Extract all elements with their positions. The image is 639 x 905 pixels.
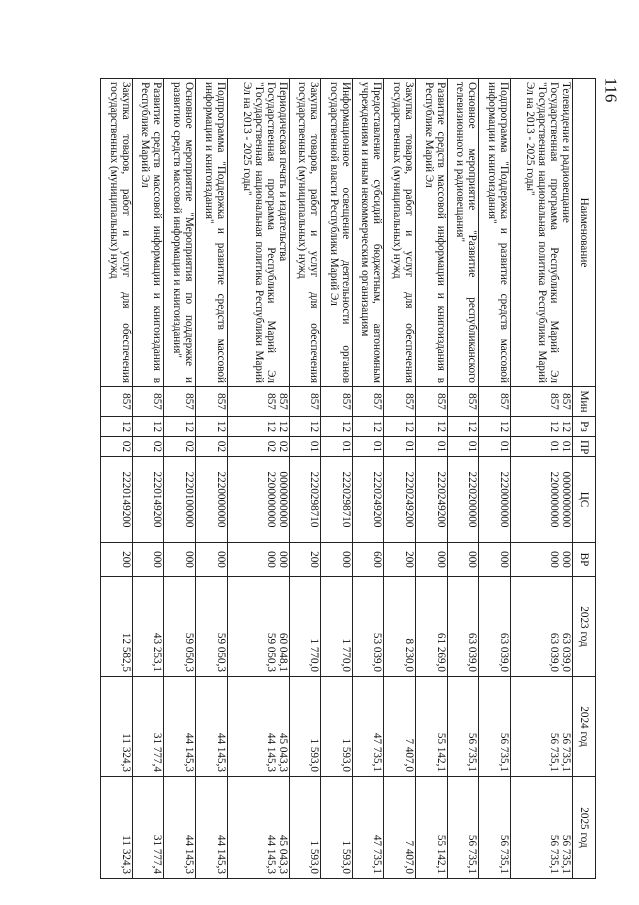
cell-pr-line: 01 — [339, 440, 352, 453]
cell-2023 — [132, 577, 164, 677]
table-row — [447, 79, 479, 879]
cell-rz-line: 12 — [434, 420, 447, 433]
cell-vr-line: 000 — [548, 551, 560, 568]
cell-2025-line: 1 593,0 — [308, 840, 321, 874]
cell-2024 — [447, 677, 479, 777]
cell-min-line: 857 — [264, 393, 277, 410]
cell-cs-line: 2220149200 — [151, 471, 164, 528]
cell-2025-line: 45 043,3 — [276, 834, 289, 874]
cell-2025-line: 56 735,1 — [466, 834, 479, 874]
cell-cs-line: 2200000000 — [264, 471, 277, 528]
cell-cs-line: 2220200000 — [466, 471, 479, 528]
cell-rz — [479, 417, 511, 437]
cell-cs-line: 2220298710 — [339, 471, 352, 528]
cell-pr — [321, 437, 353, 457]
cell-2025 — [447, 777, 479, 879]
cell-cs — [196, 457, 228, 543]
cell-2024-line: 11 324,3 — [119, 733, 132, 772]
cell-vr — [511, 543, 573, 577]
cell-cs — [384, 457, 416, 543]
cell-rz — [416, 417, 448, 437]
cell-pr — [479, 437, 511, 457]
cell-rz-line: 12 — [466, 420, 479, 433]
cell-rz — [227, 417, 289, 437]
table-row — [196, 79, 228, 879]
cell-min-line: 857 — [498, 393, 510, 410]
cell-2023 — [164, 577, 196, 677]
cell-2024-line: 44 145,3 — [214, 732, 227, 772]
cell-min — [101, 387, 133, 417]
cell-2025-line: 31 777,4 — [151, 834, 164, 874]
cell-min — [416, 387, 448, 417]
cell-min-line: 857 — [183, 393, 195, 410]
cell-name-line: Предоставление субсидий бюджетным, автономным учреждениям и иным некоммерческим организациям — [359, 82, 384, 383]
header-cs: ЦС — [573, 457, 596, 543]
cell-2023-line: 63 039,0 — [466, 632, 479, 672]
cell-min-line: 857 — [371, 393, 384, 410]
cell-rz-line: 12 — [560, 420, 572, 433]
cell-rz-line: 12 — [403, 420, 416, 433]
cell-2024-line: 44 145,3 — [264, 732, 277, 772]
cell-2023-line: 59 050,3 — [264, 632, 277, 672]
table-row — [289, 79, 321, 879]
cell-rz — [321, 417, 353, 437]
cell-pr-line: 01 — [498, 440, 510, 453]
cell-cs — [101, 457, 133, 543]
header-2023: 2023 год — [573, 577, 596, 677]
table-row — [164, 79, 196, 879]
cell-2023 — [416, 577, 448, 677]
cell-min — [196, 387, 228, 417]
cell-name — [164, 79, 196, 387]
cell-vr — [447, 543, 479, 577]
cell-cs — [289, 457, 321, 543]
cell-2025 — [352, 777, 384, 879]
cell-pr — [196, 437, 228, 457]
cell-rz — [132, 417, 164, 437]
cell-2023-line: 12 582,5 — [119, 632, 132, 672]
cell-pr — [289, 437, 321, 457]
cell-pr — [227, 437, 289, 457]
cell-name-line: Закупка товаров, работ и услуг для обеспечения государственных (муниципальных) нужд — [107, 82, 132, 383]
cell-min — [227, 387, 289, 417]
table-row — [416, 79, 448, 879]
cell-2025-line: 44 145,3 — [214, 834, 227, 874]
cell-2023-line: 1 770,0 — [339, 638, 352, 672]
cell-pr — [164, 437, 196, 457]
table-body — [101, 79, 573, 879]
cell-pr-line: 01 — [434, 440, 447, 453]
cell-pr — [416, 437, 448, 457]
cell-vr-line: 000 — [466, 551, 479, 568]
cell-pr-line: 01 — [560, 440, 572, 453]
cell-vr-line: 000 — [264, 551, 277, 568]
cell-vr — [227, 543, 289, 577]
cell-vr-line: 200 — [403, 551, 416, 568]
cell-rz-line: 12 — [339, 420, 352, 433]
cell-cs — [479, 457, 511, 543]
cell-name-line: Информационное освещение деятельности органов государственной власти Республики Марий Эл — [327, 82, 352, 383]
cell-cs-line: 2200000000 — [548, 471, 560, 528]
cell-2024 — [416, 677, 448, 777]
cell-rz — [384, 417, 416, 437]
cell-pr-line: 02 — [214, 440, 227, 453]
cell-vr-line: 000 — [498, 551, 510, 568]
cell-vr — [384, 543, 416, 577]
cell-2025-line: 1 593,0 — [339, 840, 352, 874]
cell-2023 — [101, 577, 133, 677]
cell-cs-line: 2220249200 — [403, 471, 416, 528]
cell-min — [164, 387, 196, 417]
table-row — [227, 79, 289, 879]
cell-2023 — [196, 577, 228, 677]
cell-rz-line: 12 — [308, 420, 321, 433]
table-row — [384, 79, 416, 879]
cell-pr — [384, 437, 416, 457]
cell-cs-line: 2220249200 — [434, 471, 447, 528]
cell-pr — [101, 437, 133, 457]
cell-vr-line: 000 — [183, 551, 195, 568]
cell-min-line: 857 — [151, 393, 164, 410]
header-2024: 2024 год — [573, 677, 596, 777]
cell-vr — [479, 543, 511, 577]
cell-2025 — [227, 777, 289, 879]
cell-2025 — [164, 777, 196, 879]
cell-name — [352, 79, 384, 387]
cell-2023 — [289, 577, 321, 677]
cell-min — [384, 387, 416, 417]
cell-name — [196, 79, 228, 387]
cell-min-line: 857 — [308, 393, 321, 410]
cell-2024 — [289, 677, 321, 777]
cell-name-line: Подпрограмма "Поддержка и развитие средств массовой информации и книгоиздания" — [202, 82, 227, 383]
cell-name — [227, 79, 289, 387]
cell-rz — [447, 417, 479, 437]
cell-pr-line: 01 — [466, 440, 479, 453]
cell-name — [479, 79, 511, 387]
cell-2025 — [132, 777, 164, 879]
cell-vr-line: 000 — [560, 551, 572, 568]
cell-vr — [164, 543, 196, 577]
cell-2024 — [196, 677, 228, 777]
cell-name — [416, 79, 448, 387]
cell-min-line: 857 — [548, 393, 560, 410]
cell-rz-line: 12 — [214, 420, 227, 433]
cell-vr-line: 200 — [119, 551, 132, 568]
cell-min — [479, 387, 511, 417]
cell-cs-line: 2220100000 — [183, 471, 195, 528]
cell-2024 — [479, 677, 511, 777]
cell-pr-line: 01 — [308, 440, 321, 453]
cell-min — [447, 387, 479, 417]
cell-2025 — [384, 777, 416, 879]
cell-min-line: 857 — [466, 393, 479, 410]
cell-name — [289, 79, 321, 387]
cell-2024-line: 31 777,4 — [151, 732, 164, 772]
cell-2023-line: 59 050,3 — [183, 632, 195, 672]
cell-min-line: 857 — [276, 393, 289, 410]
cell-vr-line: 000 — [434, 551, 447, 568]
cell-2025 — [479, 777, 511, 879]
cell-cs-line: 2220000000 — [214, 471, 227, 528]
cell-rz — [196, 417, 228, 437]
cell-vr-line: 000 — [214, 551, 227, 568]
cell-2023-line: 61 269,0 — [434, 632, 447, 672]
cell-pr-line: 01 — [403, 440, 416, 453]
cell-min-line: 857 — [339, 393, 352, 410]
header-pr: ПР — [573, 437, 596, 457]
cell-2024 — [352, 677, 384, 777]
cell-2025-line: 55 142,1 — [434, 834, 447, 874]
cell-2024 — [321, 677, 353, 777]
cell-2025-line: 56 735,1 — [548, 834, 560, 874]
cell-cs — [511, 457, 573, 543]
cell-vr-line: 200 — [308, 551, 321, 568]
cell-2024 — [132, 677, 164, 777]
cell-cs — [416, 457, 448, 543]
cell-vr-line: 600 — [371, 551, 384, 568]
cell-2024 — [101, 677, 133, 777]
cell-min-line: 857 — [434, 393, 447, 410]
cell-2024-line: 56 735,1 — [466, 732, 479, 772]
cell-2023 — [227, 577, 289, 677]
cell-name — [384, 79, 416, 387]
cell-2024-line: 56 735,1 — [498, 732, 510, 772]
cell-name-line: Основное мероприятие "Мероприятия по поддержке и развитию средств массовой информации и книгоиздания" — [171, 82, 195, 383]
table-header-row — [573, 79, 596, 879]
cell-name — [511, 79, 573, 387]
cell-2023-line: 63 039,0 — [548, 632, 560, 672]
cell-min — [352, 387, 384, 417]
header-vr: ВР — [573, 543, 596, 577]
cell-cs-line: 2220249200 — [371, 471, 384, 528]
cell-2025-line: 47 735,1 — [371, 834, 384, 874]
cell-min-line: 857 — [403, 393, 416, 410]
cell-2025 — [511, 777, 573, 879]
cell-name-line: Закупка товаров, работ и услуг для обеспечения государственных (муниципальных) нужд — [391, 82, 416, 383]
cell-name — [101, 79, 133, 387]
cell-rz — [289, 417, 321, 437]
cell-pr-line: 01 — [548, 440, 560, 453]
cell-cs-line: 0000000000 — [560, 471, 572, 528]
cell-2024-line: 56 735,1 — [560, 732, 572, 772]
cell-2024-line: 47 735,1 — [371, 732, 384, 772]
cell-2025-line: 7 407,0 — [403, 840, 416, 874]
cell-2023-line: 63 039,0 — [498, 632, 510, 672]
cell-rz-line: 12 — [498, 420, 510, 433]
table-row — [352, 79, 384, 879]
cell-name-line: Развитие средств массовой информации и книгоиздания в Республике Марий Эл — [422, 82, 447, 383]
cell-cs — [447, 457, 479, 543]
cell-2023-line: 1 770,0 — [308, 638, 321, 672]
cell-vr — [321, 543, 353, 577]
cell-min-line: 857 — [119, 393, 132, 410]
cell-2025 — [196, 777, 228, 879]
cell-rz-line: 12 — [183, 420, 195, 433]
cell-name — [447, 79, 479, 387]
cell-2023-line: 8 230,0 — [403, 638, 416, 672]
cell-name — [321, 79, 353, 387]
cell-name-line: Государственная программа Республики Марий Эл "Государственная национальная политика Республики Марий Эл на 2013 - 2025 годы" — [524, 82, 560, 383]
cell-cs-line: 2220000000 — [498, 471, 510, 528]
cell-min-line: 857 — [560, 393, 572, 410]
cell-2024 — [511, 677, 573, 777]
cell-cs — [132, 457, 164, 543]
cell-vr — [101, 543, 133, 577]
cell-2024-line: 1 593,0 — [339, 738, 352, 772]
cell-vr-line: 000 — [151, 551, 164, 568]
cell-cs — [352, 457, 384, 543]
cell-min — [321, 387, 353, 417]
cell-rz — [511, 417, 573, 437]
cell-pr-line: 01 — [371, 440, 384, 453]
table-row — [101, 79, 133, 879]
cell-2023-line: 59 050,3 — [214, 632, 227, 672]
cell-2023-line: 43 253,1 — [151, 632, 164, 672]
cell-pr-line: 02 — [183, 440, 195, 453]
header-2025: 2025 год — [573, 777, 596, 879]
cell-min-line: 857 — [214, 393, 227, 410]
table-row — [479, 79, 511, 879]
cell-name-line: Основное мероприятие "Развитие республиканского телевизионного и радиовещания" — [454, 82, 479, 383]
cell-cs-line: 0000000000 — [276, 471, 289, 528]
cell-2025-line: 56 735,1 — [498, 834, 510, 874]
cell-2023 — [321, 577, 353, 677]
header-min: Мин — [573, 387, 596, 417]
cell-name — [132, 79, 164, 387]
cell-2025 — [321, 777, 353, 879]
cell-2025 — [101, 777, 133, 879]
cell-rz-line: 12 — [371, 420, 384, 433]
table-row — [511, 79, 573, 879]
cell-2025-line: 44 145,3 — [264, 834, 277, 874]
cell-cs-line: 2220149200 — [119, 471, 132, 528]
cell-2024-line: 56 735,1 — [548, 732, 560, 772]
cell-name-line: Подпрограмма "Поддержка и развитие средств массовой информации и книгоиздания" — [486, 82, 510, 383]
cell-2025-line: 11 324,3 — [119, 835, 132, 874]
cell-rz-line: 12 — [119, 420, 132, 433]
cell-2024-line: 7 407,0 — [403, 738, 416, 772]
cell-2023 — [352, 577, 384, 677]
cell-pr — [447, 437, 479, 457]
cell-2023-line: 60 048,1 — [276, 632, 289, 672]
cell-2023 — [479, 577, 511, 677]
cell-2025-line: 44 145,3 — [183, 834, 195, 874]
cell-2023-line: 63 039,0 — [560, 632, 572, 672]
header-rz: Рз — [573, 417, 596, 437]
cell-vr — [132, 543, 164, 577]
cell-pr — [511, 437, 573, 457]
cell-2024 — [227, 677, 289, 777]
cell-vr — [196, 543, 228, 577]
cell-cs — [227, 457, 289, 543]
page-number-text: 116 — [601, 77, 620, 103]
budget-table — [100, 78, 596, 879]
cell-rz-line: 12 — [151, 420, 164, 433]
cell-vr-line: 000 — [276, 551, 289, 568]
cell-name-line: Развитие средств массовой информации и книгоиздания в Республике Марий Эл — [139, 82, 164, 383]
table-row — [321, 79, 353, 879]
cell-name-line: Периодическая печать и издательства — [276, 82, 289, 262]
cell-rz — [164, 417, 196, 437]
cell-min — [289, 387, 321, 417]
cell-rz — [101, 417, 133, 437]
cell-name-line: Государственная программа Республики Марий Эл "Государственная национальная политика Республики Марий Эл на 2013 - 2025 годы" — [240, 82, 277, 383]
cell-rz-line: 12 — [276, 420, 289, 433]
cell-cs — [321, 457, 353, 543]
cell-rz-line: 12 — [264, 420, 277, 433]
cell-2025-line: 56 735,1 — [560, 834, 572, 874]
cell-min — [132, 387, 164, 417]
cell-min — [511, 387, 573, 417]
table-row — [132, 79, 164, 879]
cell-2025 — [289, 777, 321, 879]
cell-pr-line: 02 — [276, 440, 289, 453]
cell-rz — [352, 417, 384, 437]
cell-2024-line: 1 593,0 — [308, 738, 321, 772]
cell-vr-line: 000 — [339, 551, 352, 568]
budget-table-sheet — [100, 78, 596, 878]
cell-2024 — [164, 677, 196, 777]
cell-vr — [289, 543, 321, 577]
cell-rz-line: 12 — [548, 420, 560, 433]
cell-2023 — [384, 577, 416, 677]
cell-vr — [416, 543, 448, 577]
cell-2024-line: 44 145,3 — [183, 732, 195, 772]
page-number — [597, 70, 623, 110]
cell-2023 — [511, 577, 573, 677]
cell-pr — [352, 437, 384, 457]
cell-2024 — [384, 677, 416, 777]
header-name: Наименование — [573, 79, 596, 387]
cell-2024-line: 55 142,1 — [434, 732, 447, 772]
cell-pr-line: 02 — [151, 440, 164, 453]
cell-vr — [352, 543, 384, 577]
cell-pr — [132, 437, 164, 457]
cell-name-line: Телевидение и радиовещание — [560, 82, 572, 223]
cell-2023-line: 53 039,0 — [371, 632, 384, 672]
cell-2024-line: 45 043,3 — [276, 732, 289, 772]
cell-pr-line: 02 — [264, 440, 277, 453]
cell-2023 — [447, 577, 479, 677]
cell-2025 — [416, 777, 448, 879]
cell-name-line: Закупка товаров, работ и услуг для обеспечения государственных (муниципальных) нужд — [296, 82, 321, 383]
cell-pr-line: 02 — [119, 440, 132, 453]
cell-cs — [164, 457, 196, 543]
cell-cs-line: 2220298710 — [308, 471, 321, 528]
